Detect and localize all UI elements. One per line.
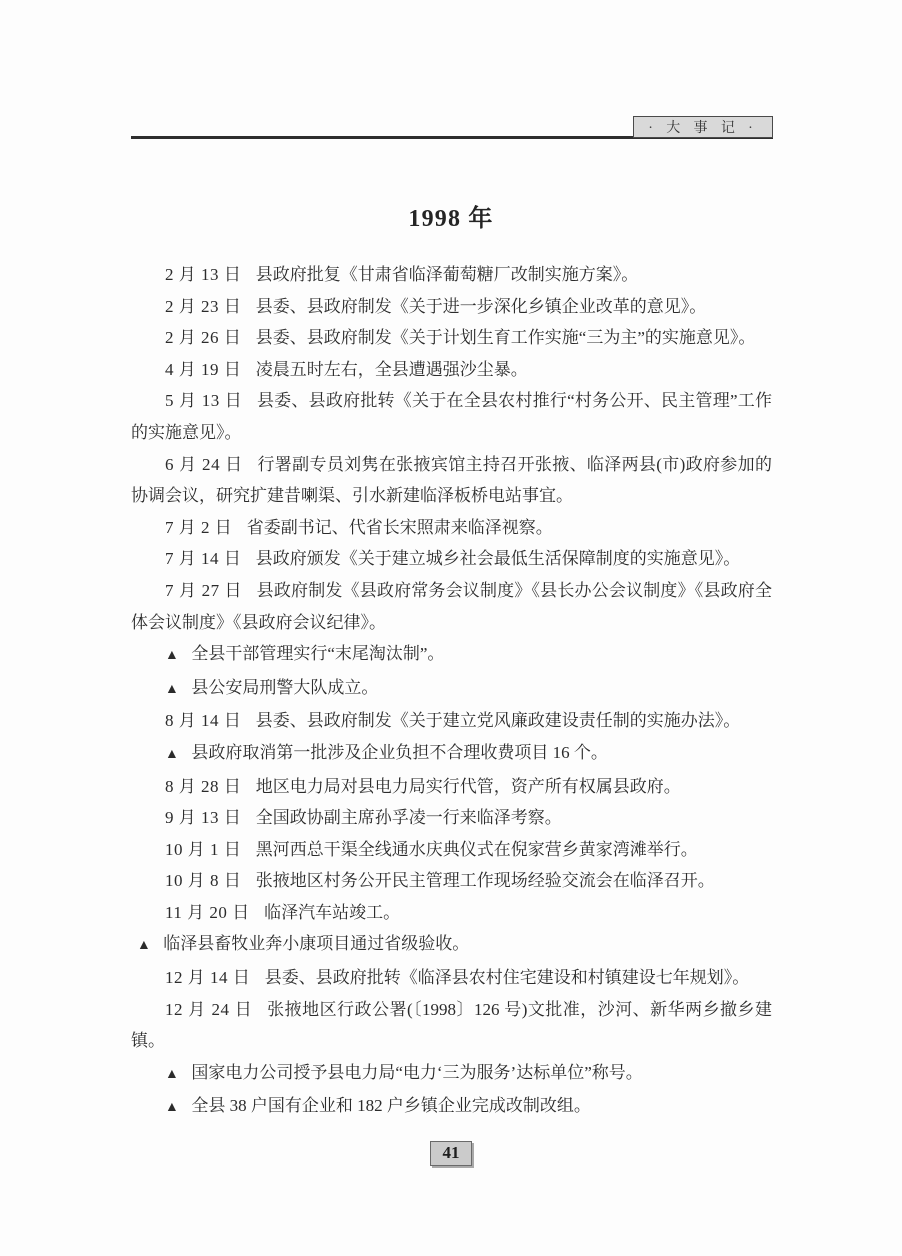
event-entry (131, 771, 772, 803)
page-number: 41 (442, 1143, 460, 1162)
event-text: 县政府颁发《关于建立城乡社会最低生活保障制度的实施意见》。 (255, 549, 741, 569)
event-date: 5 月 13 日 (165, 391, 243, 411)
event-text: 国家电力公司授予县电力局“电力‘三为服务’达标单位”称号。 (191, 1062, 643, 1082)
event-entry (131, 802, 772, 834)
running-head-box (633, 116, 773, 138)
event-entry (131, 705, 772, 737)
event-date: 10 月 1 日 (165, 839, 242, 859)
event-entry (131, 672, 772, 706)
event-date: 7 月 2 日 (165, 517, 233, 537)
event-date: 12 月 14 日 (165, 968, 251, 988)
event-entry (131, 322, 772, 354)
event-entry (131, 291, 772, 323)
event-entry (131, 962, 772, 994)
triangle-marker-icon: ▲ (136, 938, 151, 954)
event-entry (131, 994, 772, 1057)
event-text: 全县干部管理实行“末尾淘汰制”。 (191, 644, 445, 664)
event-text: 县公安局刑警大队成立。 (191, 677, 379, 697)
event-text: 临泽汽车站竣工。 (264, 902, 401, 922)
event-text: 张掖地区行政公署(〔1998〕126 号)文批准，沙河、新华两乡撤乡建镇。 (131, 999, 772, 1051)
event-text: 地区电力局对县电力局实行代管，资产所有权属县政府。 (255, 776, 681, 796)
event-entry (131, 543, 772, 575)
event-date: 9 月 13 日 (165, 808, 242, 828)
event-entry (131, 638, 772, 672)
event-text: 县委、县政府批转《关于在全县农村推行“村务公开、民主管理”工作的实施意见》。 (131, 391, 772, 442)
event-entry (131, 865, 772, 897)
event-text: 黑河西总干渠全线通水庆典仪式在倪家营乡黄家湾滩举行。 (255, 839, 698, 859)
event-date: 8 月 14 日 (165, 711, 242, 731)
event-entry (131, 385, 772, 448)
triangle-marker-icon: ▲ (165, 1066, 179, 1082)
event-date: 2 月 26 日 (165, 328, 242, 348)
triangle-marker-icon: ▲ (165, 1100, 179, 1116)
event-text: 县委、县政府制发《关于进一步深化乡镇企业改革的意见》。 (255, 296, 707, 316)
event-date: 6 月 24 日 (165, 454, 244, 474)
event-text: 县政府批复《甘肃省临泽葡萄糖厂改制实施方案》。 (255, 265, 639, 284)
event-entry (131, 354, 772, 386)
event-date: 10 月 8 日 (165, 871, 242, 891)
event-text: 行署副专员刘隽在张掖宾馆主持召开张掖、临泽两县(市)政府参加的协调会议，研究扩建昔喇渠、引水新建临泽板桥电站事宜。 (131, 454, 772, 506)
event-entry (131, 259, 772, 291)
page-title: 1998 年 (408, 206, 494, 232)
event-date: 4 月 19 日 (165, 359, 242, 379)
event-text: 全国政协副主席孙孚凌一行来临泽考察。 (255, 808, 562, 828)
event-entry (131, 737, 772, 771)
event-text: 全县 38 户国有企业和 182 户乡镇企业完成改制改组。 (191, 1096, 591, 1116)
event-text: 张掖地区村务公开民主管理工作现场经验交流会在临泽召开。 (255, 871, 715, 891)
event-text: 省委副书记、代省长宋照肃来临泽视察。 (246, 517, 553, 537)
event-entry (131, 1090, 772, 1124)
event-text: 县政府取消第一批涉及企业负担不合理收费项目 16 个。 (191, 742, 608, 762)
event-date: 12 月 24 日 (165, 999, 253, 1019)
event-date: 11 月 20 日 (165, 902, 250, 922)
event-entry (131, 834, 772, 866)
event-text: 凌晨五时左右，全县遭遇强沙尘暴。 (255, 359, 528, 379)
event-entry (131, 512, 772, 544)
running-head-label: · 大 事 记 · (648, 121, 758, 136)
triangle-marker-icon: ▲ (165, 681, 179, 697)
page-number-badge (430, 1141, 472, 1166)
event-text: 县政府制发《县政府常务会议制度》《县长办公会议制度》《县政府全体会议制度》《县政府会议纪律》。 (131, 580, 772, 632)
event-date: 7 月 27 日 (165, 580, 243, 600)
triangle-marker-icon: ▲ (165, 648, 179, 664)
event-entry (131, 449, 772, 512)
event-text: 县委、县政府批转《临泽县农村住宅建设和村镇建设七年规划》。 (264, 968, 750, 988)
event-entry (131, 897, 772, 929)
event-text: 县委、县政府制发《关于建立党风廉政建设责任制的实施办法》。 (255, 711, 741, 731)
event-date: 2 月 23 日 (165, 296, 242, 316)
events-list (131, 259, 772, 1124)
event-text: 县委、县政府制发《关于计划生育工作实施“三为主”的实施意见》。 (255, 328, 756, 348)
event-date: 7 月 14 日 (165, 549, 242, 569)
triangle-marker-icon: ▲ (165, 746, 179, 762)
event-date: 2 月 13 日 (165, 265, 242, 284)
event-entry (131, 575, 772, 638)
event-entry (131, 1057, 772, 1091)
event-date: 8 月 28 日 (165, 776, 242, 796)
event-entry (131, 928, 772, 962)
event-text: 临泽县畜牧业奔小康项目通过省级验收。 (163, 934, 470, 954)
